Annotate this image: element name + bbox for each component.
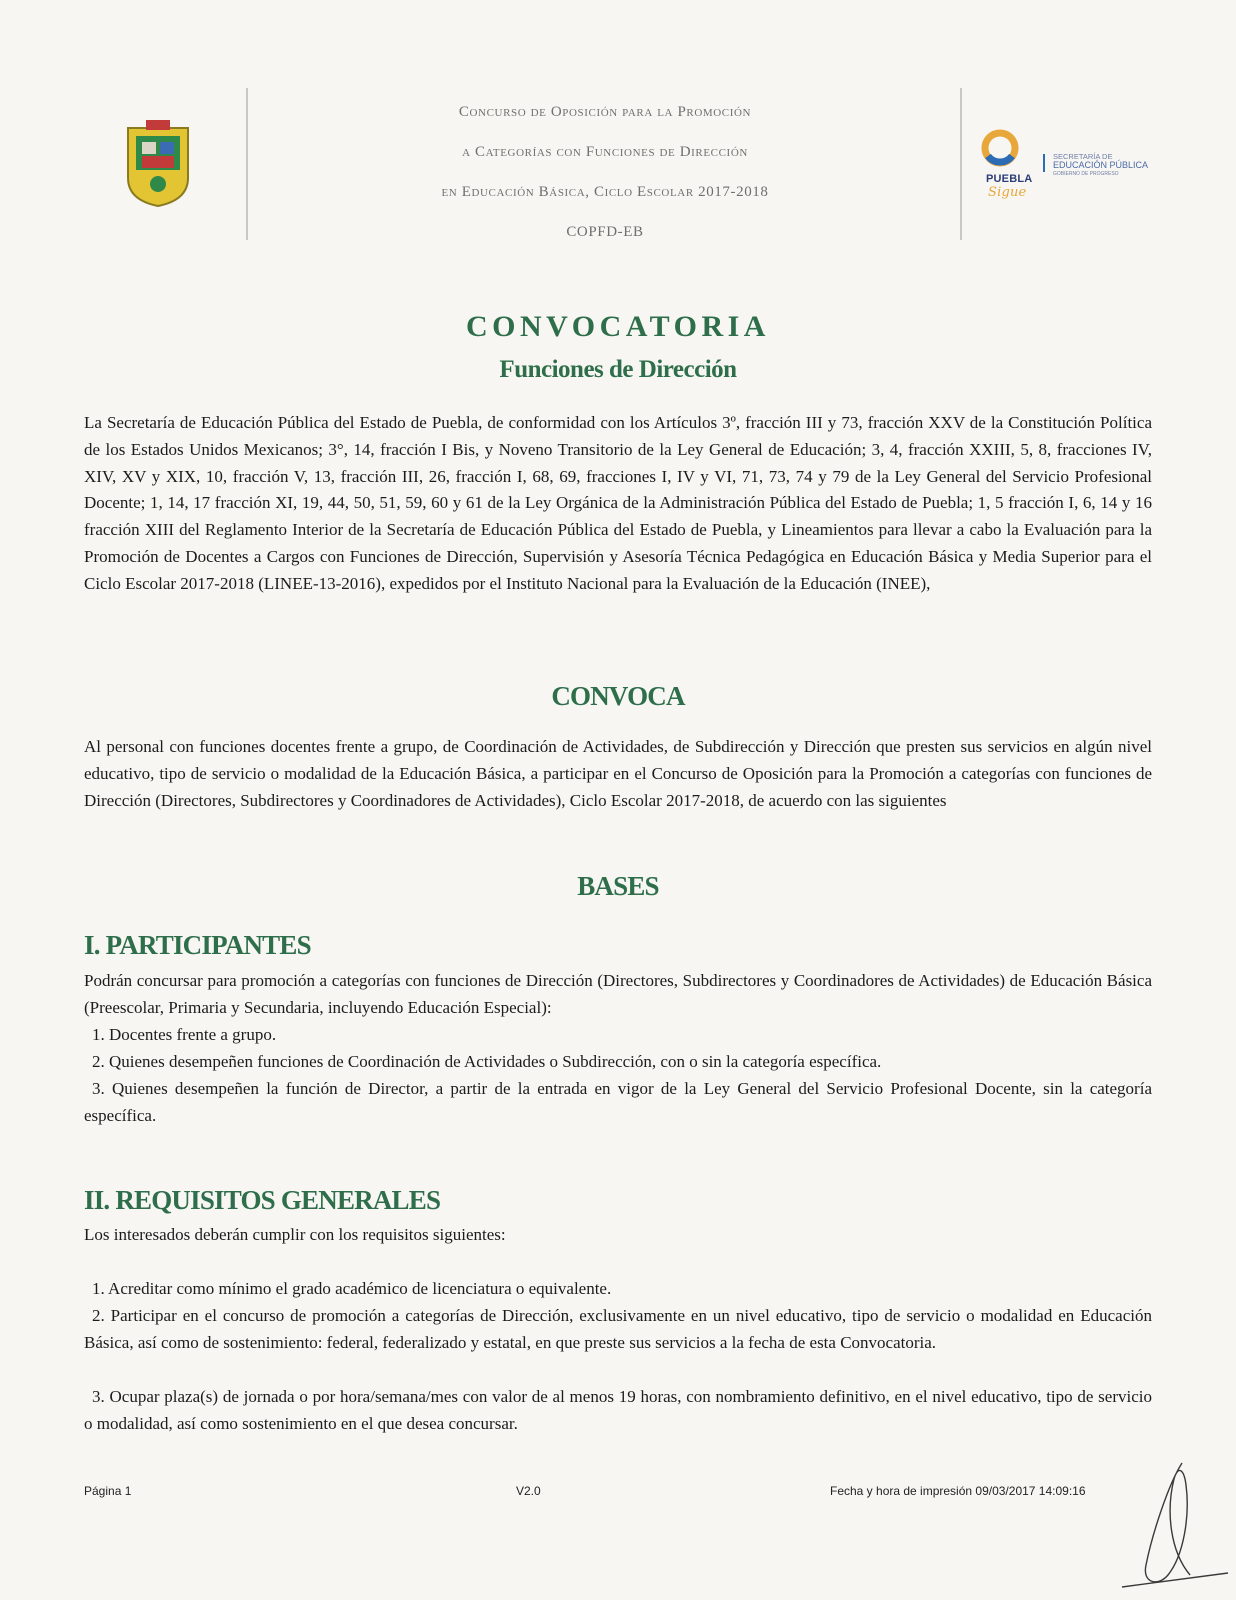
list-item: 3. Ocupar plaza(s) de jornada o por hora/semana/mes con valor de al menos 19 horas, con nombramiento definitivo, en el nivel educativo, tipo de servicio o modalidad, así como sostenimiento en el que desea concursar. <box>84 1387 1152 1433</box>
secretaria-line: GOBIERNO DE PROGRESO <box>1053 171 1119 177</box>
document-subtitle: Funciones de Dirección <box>499 356 737 383</box>
page-number: Página 1 <box>84 1484 132 1498</box>
print-timestamp: Fecha y hora de impresión 09/03/2017 14:09:16 <box>830 1484 1086 1498</box>
contest-code: COPFD-EB <box>566 224 644 240</box>
requisitos-heading: II. REQUISITOS GENERALES <box>84 1185 441 1215</box>
document-title: CONVOCATORIA <box>466 310 770 343</box>
puebla-logo-word <box>986 173 1032 200</box>
participantes-intro: Podrán concursar para promoción a categorías con funciones de Dirección (Directores, Subdirectores y Coordinadores de Actividades) de Educación Básica (Preescolar, Primaria y Secundaria, incluyendo Educación Especial): <box>84 971 1152 1017</box>
header-divider-right <box>960 88 962 240</box>
secretaria-line: SECRETARÍA DE <box>1053 152 1113 161</box>
signature-icon <box>1112 1455 1232 1595</box>
document-header <box>0 88 1236 248</box>
contest-title <box>250 92 960 252</box>
puebla-coat-of-arms-icon <box>122 118 194 208</box>
header-divider-left <box>246 88 248 240</box>
logo-word: PUEBLA <box>986 173 1033 185</box>
convoca-paragraph: Al personal con funciones docentes frente a grupo, de Coordinación de Actividades, de Subdirección y Dirección que presten sus servicios en algún nivel educativo, tipo de servicio o modalidad de la Educación Básica, a participar en el Concurso de Oposición para la Promoción a categorías con funciones de Dirección (Directores, Subdirectores y Coordinadores de Actividades), Ciclo Escolar 2017-2018, de acuerdo con las siguientes <box>84 737 1152 810</box>
list-item: 1. Docentes frente a grupo. <box>92 1025 277 1044</box>
contest-title-line: en Educación Básica, Ciclo Escolar 2017-2018 <box>441 184 769 200</box>
list-item: 2. Quienes desempeñen funciones de Coordinación de Actividades o Subdirección, con o sin la categoría específica. <box>92 1052 882 1071</box>
list-item: 1. Acreditar como mínimo el grado académico de licenciatura o equivalente. <box>92 1279 612 1298</box>
requisitos-intro: Los interesados deberán cumplir con los requisitos siguientes: <box>84 1225 506 1244</box>
secretaria-logo-text <box>1053 152 1148 179</box>
list-item: 2. Participar en el concurso de promoción a categorías de Dirección, exclusivamente en un nivel educativo, tipo de servicio o modalidad en Educación Básica, así como de sostenimiento: federal, federalizado y estatal, en que preste sus servicios a la fecha de esta Convocatoria. <box>84 1306 1152 1352</box>
intro-paragraph: La Secretaría de Educación Pública del Estado de Puebla, de conformidad con los Artículos 3º, fracción III y 73, fracción XXV de la Constitución Política de los Estados Unidos Mexicanos; 3°, 14, fracción I Bis, y Noveno Transitorio de la Ley General de Educación; 3, 4, fracción XXIII, 5, 8, fracciones IV, XIV, XV y XIX, 10, fracción V, 13, fracción III, 26, fracción I, 68, 69, fracciones I, IV y VI, 71, 73, 74 y 79 de la Ley General del Servicio Profesional Docente; 1, 14, 17 fracción XI, 19, 44, 50, 51, 59, 60 y 61 de la Ley Orgánica de la Administración Pública del Estado de Puebla; 1, 5 fracción I, 6, 14 y 16 fracción XIII del Reglamento Interior de la Secretaría de Educación Pública del Estado de Puebla, y Lineamientos para llevar a cabo la Evaluación para la Promoción de Docentes a Cargos con Funciones de Dirección, Supervisión y Asesoría Técnica Pedagógica en Educación Básica y Media Superior para el Ciclo Escolar 2017-2018 (LINEE-13-2016), expedidos por el Instituto Nacional para la Evaluación de la Educación (INEE), <box>84 413 1152 593</box>
document-version: V2.0 <box>516 1484 541 1498</box>
convoca-heading: CONVOCA <box>551 681 685 711</box>
contest-title-line: Concurso de Oposición para la Promoción <box>458 104 752 120</box>
list-item: 3. Quienes desempeñen la función de Director, a partir de la entrada en vigor de la Ley General del Servicio Profesional Docente, sin la categoría específica. <box>84 1079 1152 1125</box>
contest-title-line: a Categorías con Funciones de Dirección <box>462 144 748 160</box>
participantes-heading: I. PARTICIPANTES <box>84 930 311 960</box>
logo-tagline: Sigue <box>988 185 1027 200</box>
bases-heading: BASES <box>577 871 659 901</box>
secretaria-line: EDUCACIÓN PÚBLICA <box>1053 160 1149 170</box>
logo-separator <box>1043 154 1045 172</box>
